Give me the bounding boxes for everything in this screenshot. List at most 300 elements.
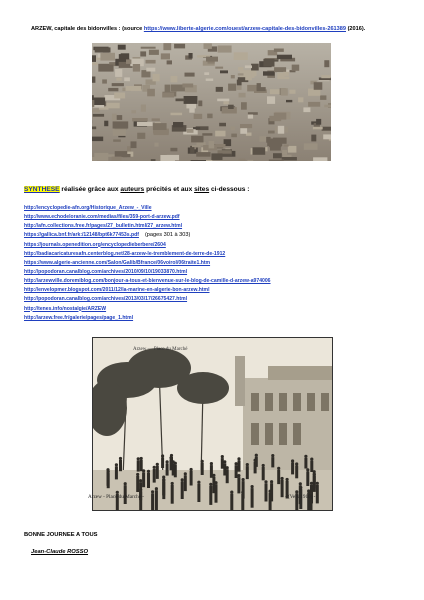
source-link[interactable]: http://arzew.free.fr/galerie/pages/page_1.html bbox=[24, 314, 134, 321]
roof-texture bbox=[92, 55, 96, 62]
roof-texture bbox=[282, 157, 297, 160]
roof-texture bbox=[171, 113, 183, 116]
crowd-figure bbox=[306, 471, 309, 486]
roof-texture bbox=[316, 119, 321, 125]
crowd-figure bbox=[140, 460, 143, 471]
roof-texture bbox=[124, 77, 130, 81]
roof-texture bbox=[174, 44, 185, 49]
crowd-figure bbox=[226, 469, 229, 483]
roof-texture bbox=[204, 43, 212, 49]
source-link[interactable]: https://www.algerie-ancienne.com/Salon/Galib/Bfrance/06voirol/06traite1.htm bbox=[24, 259, 211, 266]
crowd-figure-head bbox=[295, 462, 298, 465]
roof-texture bbox=[92, 100, 94, 107]
roof-texture bbox=[277, 55, 292, 59]
list-item bbox=[24, 231, 271, 240]
roof-texture bbox=[245, 65, 252, 68]
roof-texture bbox=[323, 134, 331, 139]
roof-texture bbox=[193, 127, 200, 129]
crowd-figure-head bbox=[151, 490, 154, 493]
roof-texture bbox=[268, 131, 275, 134]
roof-texture bbox=[113, 129, 126, 136]
crowd-figure-head bbox=[161, 454, 164, 457]
roof-texture bbox=[324, 105, 331, 108]
crowd-figure-head bbox=[137, 457, 140, 460]
crowd-figure-head bbox=[271, 454, 274, 457]
roof-texture bbox=[165, 85, 171, 93]
roof-texture bbox=[269, 116, 281, 121]
roof-texture bbox=[198, 101, 202, 107]
roof-texture bbox=[238, 73, 244, 75]
roof-texture bbox=[311, 135, 316, 142]
roof-texture bbox=[113, 139, 121, 141]
roof-texture bbox=[247, 160, 253, 161]
roof-texture bbox=[126, 59, 131, 64]
crowd-figure-head bbox=[107, 470, 110, 473]
roof-texture bbox=[140, 51, 146, 56]
photo-caption bbox=[31, 26, 411, 32]
roof-texture bbox=[167, 155, 179, 160]
crowd-figure bbox=[281, 480, 284, 497]
caption-suffix: (2016). bbox=[346, 26, 366, 32]
photo-bidonville bbox=[92, 43, 331, 161]
source-link[interactable]: https://journals.openedition.org/encyclopedieberbere/2604 bbox=[24, 241, 166, 248]
roof-texture bbox=[322, 127, 331, 131]
roof-texture bbox=[92, 137, 103, 142]
crowd-figure bbox=[181, 481, 184, 499]
roof-texture bbox=[209, 141, 215, 148]
roof-texture bbox=[284, 145, 289, 147]
roof-texture bbox=[137, 133, 145, 139]
roof-texture bbox=[218, 150, 232, 154]
crowd-figure-head bbox=[242, 478, 245, 481]
crowd-figure bbox=[271, 457, 274, 467]
synthese-text-1: réalisée grâce aux bbox=[59, 186, 121, 193]
roof-texture bbox=[126, 86, 142, 91]
roof-texture bbox=[270, 60, 278, 62]
synthese-auteurs: auteurs bbox=[120, 186, 145, 193]
crowd-figure bbox=[151, 493, 154, 510]
crowd-figure bbox=[221, 458, 224, 469]
crowd-figure bbox=[147, 473, 150, 488]
roof-texture bbox=[102, 79, 107, 83]
roof-texture bbox=[267, 96, 275, 104]
crowd-figure bbox=[295, 466, 298, 479]
roof-texture bbox=[152, 118, 160, 121]
crowd-figure bbox=[136, 476, 139, 492]
roof-texture bbox=[92, 157, 97, 161]
synthese-highlight: SYNTHESE bbox=[24, 186, 60, 193]
roof-texture bbox=[100, 53, 115, 61]
synthese-text-3: ci-dessous : bbox=[209, 186, 250, 193]
roof-texture bbox=[167, 60, 172, 64]
roof-texture bbox=[314, 82, 323, 90]
crowd-figure-head bbox=[119, 457, 122, 460]
roof-texture bbox=[173, 122, 183, 127]
roof-texture bbox=[289, 90, 295, 94]
crowd-figure-head bbox=[310, 458, 313, 461]
caption-prefix: ARZEW, capitale des bidonvilles : (source bbox=[31, 26, 144, 32]
crowd-figure bbox=[270, 483, 273, 501]
roof-texture bbox=[286, 100, 292, 102]
roof-texture bbox=[324, 60, 329, 67]
crowd-figure bbox=[156, 466, 159, 479]
roof-texture bbox=[231, 75, 235, 78]
roof-texture bbox=[93, 114, 104, 117]
crowd-figure-head bbox=[226, 466, 229, 469]
crowd-figure bbox=[115, 466, 118, 479]
crowd-figure-head bbox=[184, 472, 187, 475]
roof-texture bbox=[118, 45, 126, 50]
crowd-figure-head bbox=[277, 467, 280, 470]
roof-texture bbox=[92, 108, 100, 112]
source-links-list bbox=[24, 204, 271, 323]
crowd-figure-head bbox=[262, 464, 265, 467]
roof-texture bbox=[141, 47, 156, 49]
roof-texture bbox=[95, 47, 111, 52]
source-link[interactable]: http://badiacaricaturesafn.centerblog.net/28-arzew-le-tremblement-de-terre-de-1912 bbox=[24, 250, 226, 257]
roof-texture bbox=[253, 147, 266, 155]
crowd-figure-head bbox=[299, 482, 302, 485]
roof-texture bbox=[247, 85, 258, 92]
list-item bbox=[24, 314, 271, 323]
list-item bbox=[24, 305, 271, 314]
crowd-figure bbox=[153, 469, 156, 483]
crowd-figure bbox=[241, 494, 244, 510]
roof-texture bbox=[131, 110, 136, 113]
roof-texture bbox=[313, 157, 327, 161]
roof-texture bbox=[163, 43, 171, 50]
roof-texture bbox=[241, 102, 247, 110]
crowd-figure-head bbox=[209, 483, 212, 486]
crowd-figure-head bbox=[237, 457, 240, 460]
crowd-figure bbox=[166, 463, 169, 475]
source-link[interactable]: http://tenes.info/nostalgie/ARZEW bbox=[24, 305, 107, 312]
crowd-figure-head bbox=[254, 459, 257, 462]
source-link[interactable]: http://popodoran.canalblog.com/archives/2010/09/10/19033870.html bbox=[24, 268, 188, 275]
roof-texture bbox=[217, 99, 229, 102]
roof-texture bbox=[92, 62, 98, 65]
roof-texture bbox=[92, 77, 95, 83]
roof-texture bbox=[237, 86, 242, 90]
source-link[interactable]: http://encyclopedie-afn.org/Historique_Arzew_-_Ville bbox=[24, 205, 152, 211]
roof-texture bbox=[108, 88, 118, 91]
source-link[interactable]: http://popodoran.canalblog.com/archives/2013/03/17/26675427.html bbox=[24, 296, 188, 303]
roof-texture bbox=[263, 71, 275, 75]
photo-bidonville-image bbox=[92, 43, 331, 161]
source-link[interactable]: http://envelopmer.blogspot.com/2011/12/la-marine-en-algerie-bon-arzew.html bbox=[24, 287, 210, 294]
crowd-figure-head bbox=[237, 474, 240, 477]
crowd-figure-head bbox=[214, 481, 217, 484]
roof-texture bbox=[184, 96, 198, 104]
roof-texture bbox=[239, 93, 246, 98]
crowd-figure-head bbox=[241, 491, 244, 494]
roof-texture bbox=[274, 67, 286, 72]
crowd-figure bbox=[137, 460, 140, 471]
roof-texture bbox=[206, 57, 218, 62]
author-signature: Jean-Claude ROSSO bbox=[31, 549, 89, 555]
roof-texture bbox=[99, 65, 114, 68]
crowd-figure-head bbox=[310, 482, 313, 485]
crowd-figure-head bbox=[124, 482, 127, 485]
roof-texture bbox=[228, 84, 236, 91]
roof-texture bbox=[283, 155, 292, 158]
roof-texture bbox=[189, 53, 193, 59]
roof-texture bbox=[104, 121, 108, 127]
roof-texture bbox=[211, 153, 222, 160]
roof-texture bbox=[313, 127, 323, 130]
roof-texture bbox=[116, 78, 121, 81]
crowd-figure-head bbox=[140, 457, 143, 460]
crowd-figure-head bbox=[115, 463, 118, 466]
crowd-figure bbox=[237, 477, 240, 493]
crowd-figure bbox=[190, 471, 193, 486]
synthese-heading bbox=[24, 186, 249, 193]
postcard-header-text: Arzew — Place du Marché bbox=[133, 347, 188, 352]
crowd-figure-head bbox=[181, 478, 184, 481]
crowd-figure bbox=[230, 494, 233, 510]
list-item bbox=[24, 222, 271, 231]
crowd-figure-head bbox=[162, 478, 165, 481]
crowd-figure-head bbox=[136, 473, 139, 476]
roof-texture bbox=[288, 146, 297, 153]
roof-texture bbox=[113, 121, 129, 128]
roof-texture bbox=[278, 126, 284, 134]
crowd-figure bbox=[277, 470, 280, 484]
crowd-figure bbox=[155, 490, 158, 510]
roof-texture bbox=[223, 101, 228, 105]
crowd-figure bbox=[161, 458, 164, 469]
link-note: (pages 301 à 303) bbox=[144, 232, 191, 239]
roof-texture bbox=[219, 123, 226, 127]
roof-texture bbox=[215, 67, 223, 69]
postcard-place-du-marche bbox=[92, 337, 333, 511]
crowd-figure bbox=[265, 483, 268, 501]
crowd-figure bbox=[107, 473, 110, 488]
roof-texture bbox=[281, 88, 288, 95]
source-link[interactable]: http://www.echodeloranie.com/medias/files/359-port-d-arzew.pdf bbox=[24, 214, 180, 221]
synthese-text-2: précités et aux bbox=[144, 186, 195, 193]
crowd-figure-head bbox=[270, 480, 273, 483]
roof-texture bbox=[185, 73, 195, 77]
roof-texture bbox=[303, 107, 310, 112]
crowd-figure-head bbox=[251, 485, 254, 488]
crowd-figure bbox=[291, 463, 294, 475]
roof-texture bbox=[266, 137, 270, 143]
roof-texture bbox=[194, 114, 203, 119]
roof-texture bbox=[245, 72, 252, 80]
roof-texture bbox=[251, 64, 259, 71]
roof-texture bbox=[234, 52, 248, 60]
roof-texture bbox=[115, 69, 122, 77]
crowd-figure-head bbox=[299, 486, 302, 489]
roof-texture bbox=[137, 122, 153, 126]
crowd-figure-head bbox=[304, 455, 307, 458]
roof-texture bbox=[171, 76, 178, 82]
roof-texture bbox=[218, 46, 232, 53]
crowd-figure-head bbox=[286, 478, 289, 481]
crowd-figure-head bbox=[155, 487, 158, 490]
list-item bbox=[24, 241, 271, 250]
roof-texture bbox=[273, 153, 282, 158]
roof-texture bbox=[146, 60, 156, 64]
crowd-figure-head bbox=[235, 462, 238, 465]
crowd-figure bbox=[162, 482, 165, 500]
source-link[interactable]: http://afn.collections.free.fr/pages/27_bulletin.html/27_arzew.html bbox=[24, 223, 183, 230]
roof-texture bbox=[161, 53, 170, 59]
crowd-figure-head bbox=[147, 470, 150, 473]
roof-texture bbox=[204, 72, 209, 75]
list-item bbox=[24, 213, 271, 222]
crowd-figure bbox=[184, 475, 187, 491]
crowd-figure-head bbox=[313, 473, 316, 476]
roof-texture bbox=[123, 154, 131, 157]
list-item bbox=[24, 259, 271, 268]
roof-texture bbox=[207, 114, 212, 119]
crowd-figure-head bbox=[169, 456, 172, 459]
list-item bbox=[24, 286, 271, 295]
list-item bbox=[24, 250, 271, 259]
list-item bbox=[24, 204, 271, 213]
roof-texture bbox=[308, 102, 320, 107]
closing-greeting: BONNE JOURNEE A TOUS bbox=[24, 532, 98, 538]
list-item bbox=[24, 295, 271, 304]
source-link[interactable]: https://gallica.bnf.fr/ark:/12148/bpt6k77453s.pdf bbox=[24, 232, 139, 239]
roof-texture bbox=[176, 99, 185, 102]
crowd-figure-head bbox=[201, 460, 204, 463]
crowd-figure-head bbox=[246, 463, 249, 466]
roof-texture bbox=[239, 159, 246, 162]
roof-texture bbox=[202, 133, 212, 136]
source-link[interactable]: https://www.liberte-algerie.com/ouest/arzew-capitale-des-bidonvilles-261389 bbox=[143, 26, 347, 32]
crowd-figure-head bbox=[166, 460, 169, 463]
roof-texture bbox=[131, 141, 137, 148]
roof-texture bbox=[112, 114, 117, 121]
roof-texture bbox=[153, 74, 160, 81]
roof-texture bbox=[259, 136, 266, 142]
roof-texture bbox=[220, 70, 228, 73]
roof-texture bbox=[141, 105, 146, 112]
roof-texture bbox=[112, 157, 122, 161]
roof-texture bbox=[92, 95, 94, 100]
roof-texture bbox=[215, 131, 225, 137]
crowd-figure bbox=[142, 472, 145, 487]
postcard-caption-left: Arzew - Place du Marché - bbox=[88, 494, 145, 500]
source-link[interactable]: http://arzewville.doremiblog.com/bonjour-a-tous-et-bienvenue-sur-le-blog-de-camille-d-arzew-a974006 bbox=[24, 278, 271, 285]
roof-texture bbox=[133, 64, 140, 72]
crowd-figure-head bbox=[291, 459, 294, 462]
crowd-figure bbox=[215, 484, 218, 503]
crowd-figure bbox=[238, 460, 241, 471]
roof-texture bbox=[282, 150, 287, 155]
roof-texture bbox=[215, 144, 225, 147]
list-item bbox=[24, 268, 271, 277]
roof-texture bbox=[274, 49, 284, 52]
roof-texture bbox=[206, 79, 214, 81]
roof-texture bbox=[146, 68, 155, 72]
crowd-figure bbox=[235, 465, 238, 478]
crowd-figure-head bbox=[316, 482, 319, 485]
roof-texture bbox=[304, 143, 318, 150]
roof-texture bbox=[269, 160, 284, 162]
crowd-figure bbox=[197, 484, 200, 502]
crowd-figure bbox=[262, 467, 265, 480]
roof-texture bbox=[248, 115, 253, 119]
crowd-figure bbox=[119, 460, 122, 471]
roof-texture bbox=[228, 105, 234, 109]
roof-texture bbox=[320, 95, 326, 100]
postcard-caption-right: - (Vers 1910) - bbox=[285, 494, 316, 500]
roof-texture bbox=[248, 112, 258, 115]
roof-texture bbox=[153, 123, 167, 130]
roof-texture bbox=[283, 72, 289, 76]
crowd-figure-head bbox=[153, 466, 156, 469]
crowd-figure-head bbox=[230, 491, 233, 494]
roof-texture bbox=[151, 159, 156, 161]
crowd-figure-head bbox=[162, 476, 165, 479]
roof-texture bbox=[231, 134, 237, 138]
roof-texture bbox=[147, 89, 155, 97]
crowd-figure bbox=[251, 488, 254, 508]
crowd-figure bbox=[254, 462, 257, 474]
crowd-figure-head bbox=[156, 463, 159, 466]
crowd-figure bbox=[170, 459, 173, 470]
crowd-figure-head bbox=[190, 468, 193, 471]
roof-texture bbox=[298, 97, 303, 102]
crowd-figure-head bbox=[210, 462, 213, 465]
roof-texture bbox=[132, 118, 148, 121]
crowd-figure bbox=[304, 458, 307, 469]
roof-texture bbox=[216, 87, 223, 92]
crowd-figure bbox=[313, 476, 316, 492]
roof-texture bbox=[292, 65, 300, 71]
roof-texture bbox=[192, 145, 201, 147]
crowd-figure-head bbox=[139, 479, 142, 482]
crowd-figure bbox=[201, 463, 204, 475]
roof-texture bbox=[154, 143, 158, 147]
crowd-figure bbox=[316, 485, 319, 504]
roof-texture bbox=[182, 84, 193, 88]
roof-texture bbox=[191, 160, 206, 161]
crowd-figure-head bbox=[281, 477, 284, 480]
roof-texture bbox=[162, 93, 174, 98]
roof-texture bbox=[92, 127, 96, 130]
roof-texture bbox=[196, 152, 210, 157]
crowd-figure-head bbox=[264, 480, 267, 483]
crowd-figure bbox=[209, 486, 212, 505]
roof-texture bbox=[191, 136, 203, 143]
crowd-figure-head bbox=[171, 482, 174, 485]
roof-texture bbox=[321, 75, 330, 78]
crowd-figure-head bbox=[221, 455, 224, 458]
roof-texture bbox=[238, 67, 243, 71]
crowd-figure-head bbox=[197, 481, 200, 484]
crowd-figure-head bbox=[306, 468, 309, 471]
roof-texture bbox=[240, 124, 252, 128]
crowd-figure bbox=[246, 466, 249, 479]
roof-texture bbox=[114, 93, 125, 99]
crowd-figure bbox=[171, 485, 174, 504]
roof-texture bbox=[230, 127, 235, 131]
crowd-figure bbox=[210, 465, 213, 478]
roof-texture bbox=[187, 129, 194, 133]
crowd-figure bbox=[310, 461, 313, 472]
list-item bbox=[24, 277, 271, 286]
crowd-figure-head bbox=[255, 454, 258, 457]
roof-texture bbox=[170, 148, 177, 152]
roof-texture bbox=[112, 83, 124, 86]
synthese-sites: sites bbox=[194, 186, 210, 193]
roof-texture bbox=[196, 142, 205, 146]
